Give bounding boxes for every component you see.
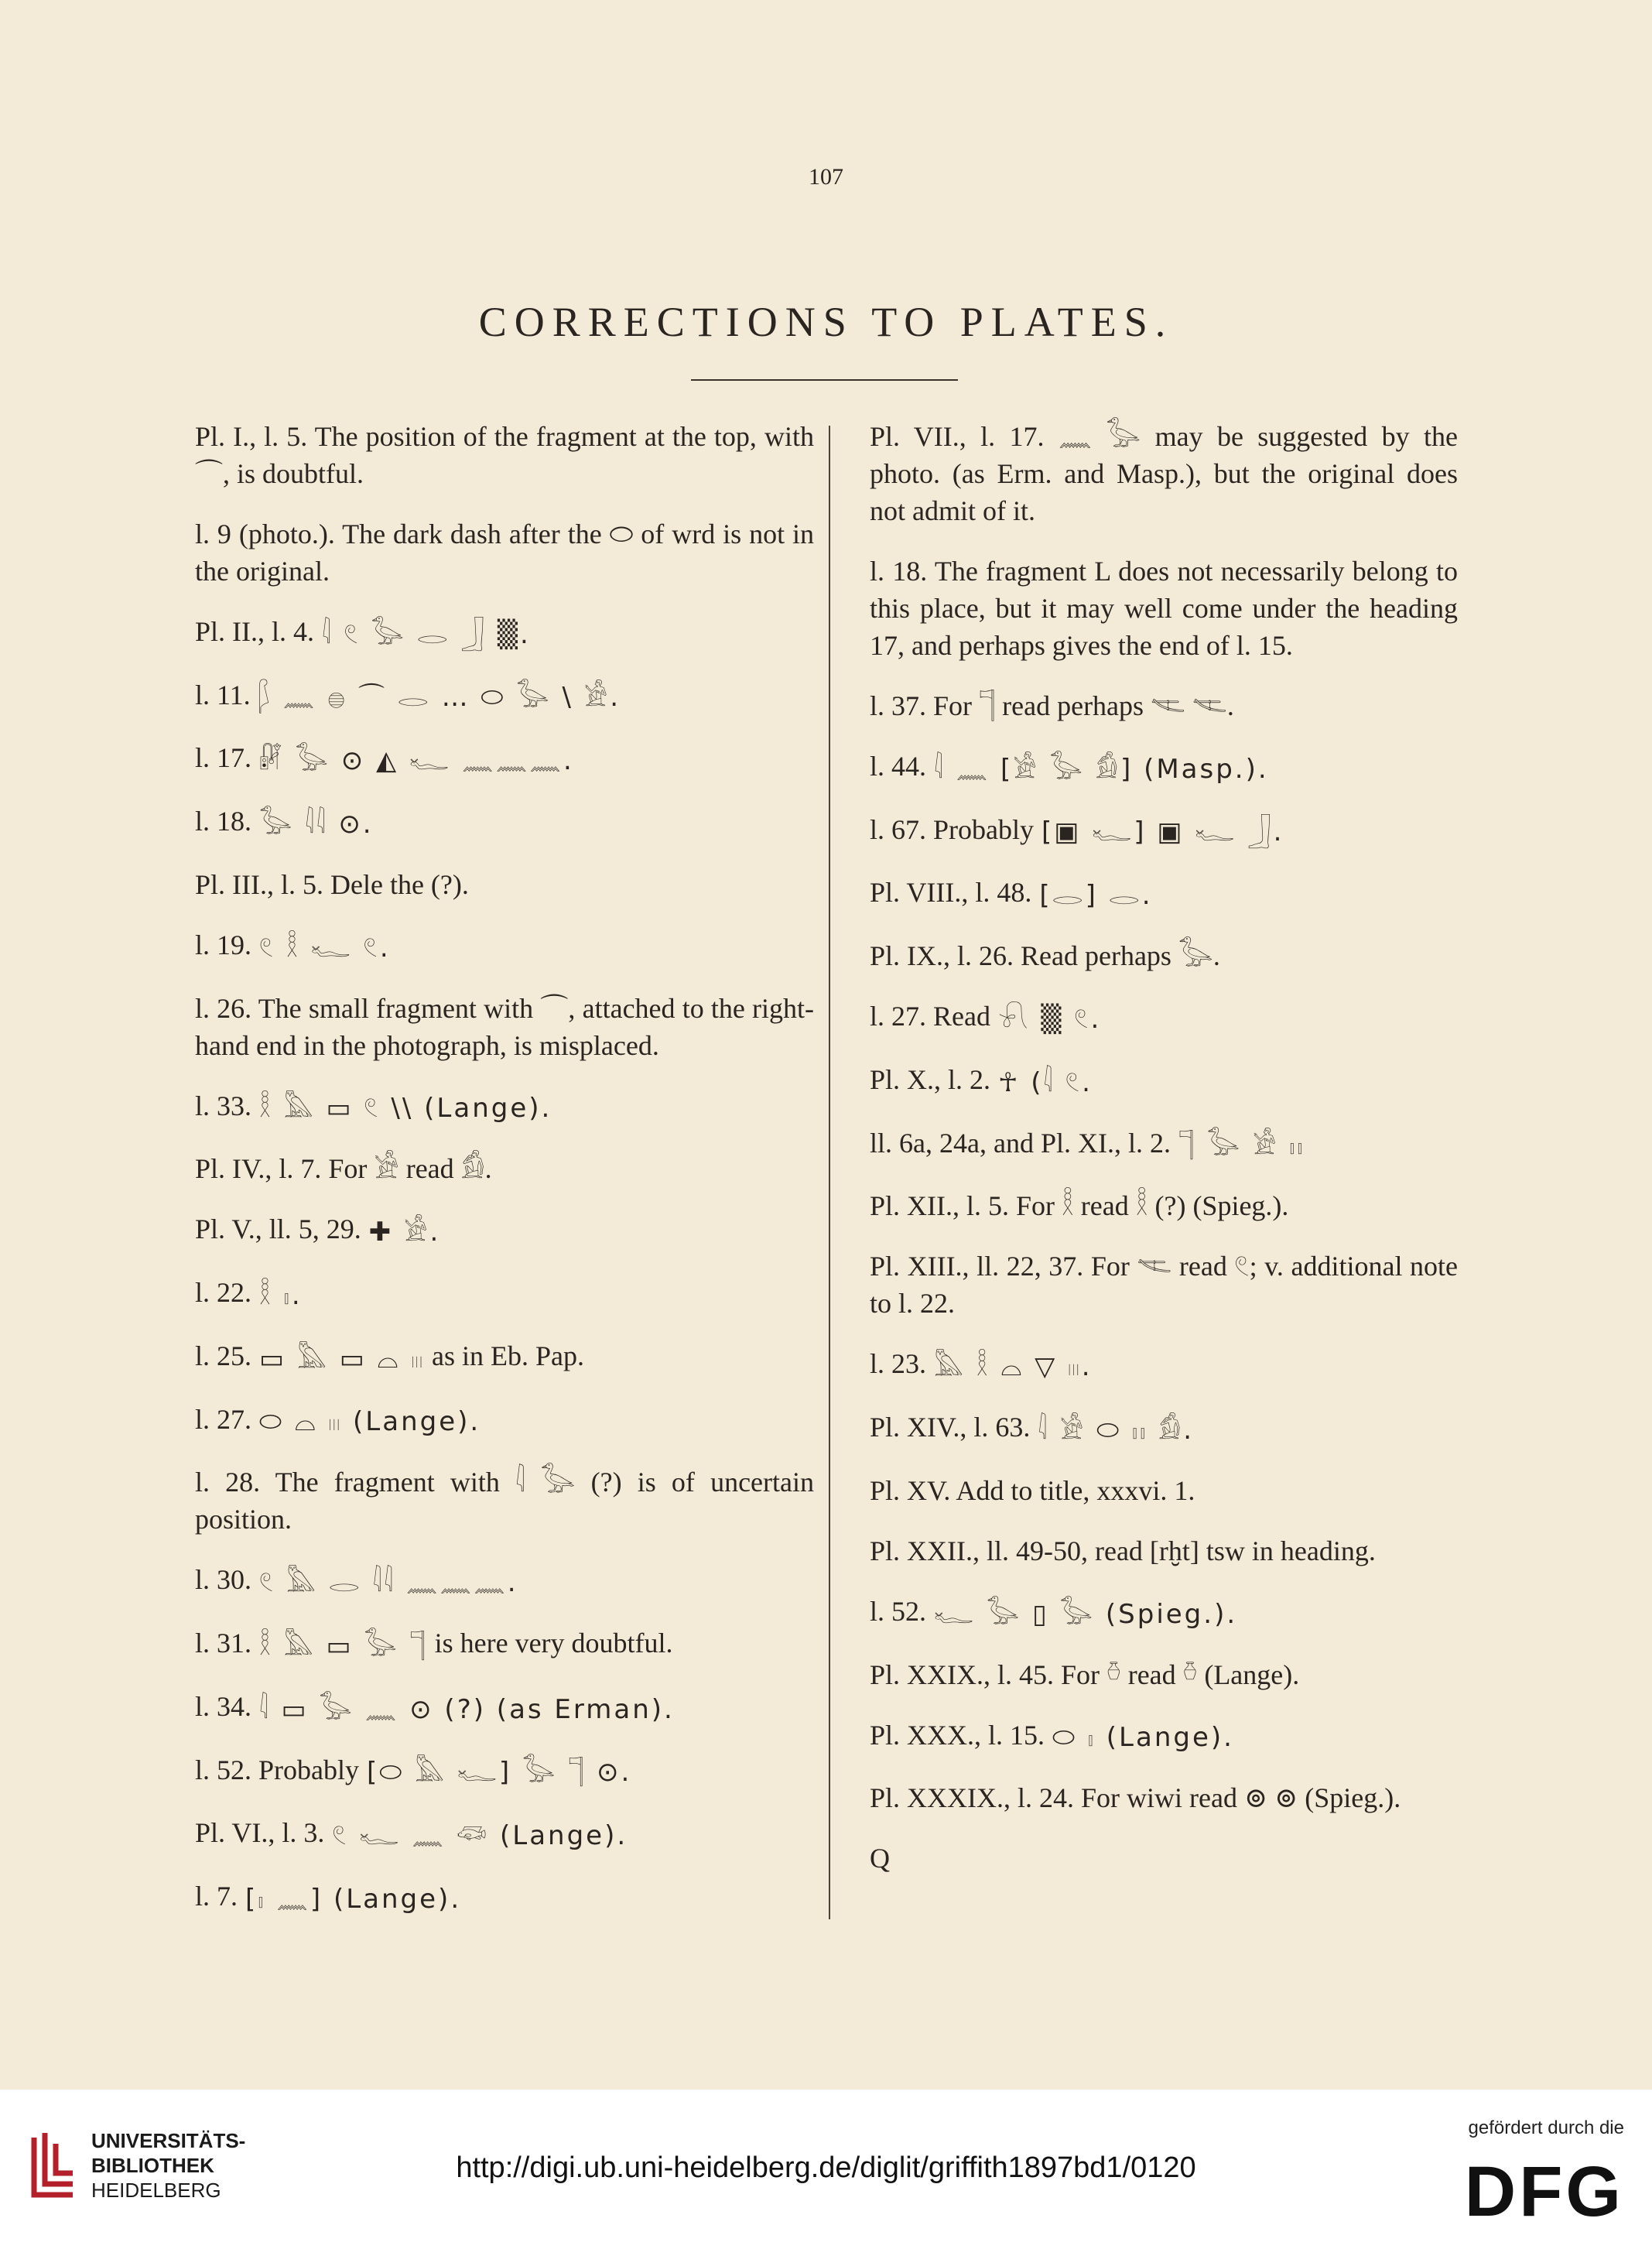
correction-entry xyxy=(195,418,814,492)
hieroglyph-group: 𓇋 𓀀 ⬭ 𓏤𓏤 𓀁. xyxy=(1038,1414,1195,1446)
correction-text: Pl. XIV., l. 63. xyxy=(870,1412,1031,1443)
correction-text: l. 19. xyxy=(195,929,252,960)
correction-text: Pl. VI., l. 3. xyxy=(195,1817,325,1849)
title-rule xyxy=(691,379,958,381)
hieroglyph-group: 𓅓 𓎛 ⌓ ▽ 𓏼. xyxy=(934,1351,1093,1383)
correction-text: l. 7. xyxy=(195,1881,238,1912)
correction-text: Pl. II., l. 4. xyxy=(195,616,315,647)
correction-entry xyxy=(870,1472,1458,1509)
hieroglyph-group: 𓎛 𓅓 ▭ 𓅭 𓊹 xyxy=(259,1630,428,1662)
correction-entry xyxy=(195,676,814,717)
correction-text: Pl. XXII., ll. 49-50, read [rḫt] tsw in heading. xyxy=(870,1535,1376,1566)
correction-text: Pl. V., ll. 5, 29. xyxy=(195,1214,361,1245)
hieroglyph-group: 𓎛 𓅓 ▭ 𓏲 \\ (Lange). xyxy=(259,1093,552,1124)
correction-text: Pl. XIII., ll. 22, 37. For 𓌻 read 𓏲; v. additional note to l. 22. xyxy=(870,1251,1458,1320)
correction-text: Pl. XV. Add to title, xxxvi. 1. xyxy=(870,1474,1195,1506)
correction-entry xyxy=(870,1345,1458,1385)
correction-text: l. 9 (photo.). The dark dash after the ⬭ of wrd is not in the original. xyxy=(195,519,814,587)
correction-entry xyxy=(195,739,814,779)
hieroglyph-group: [⬭ 𓅓 𓆑] 𓅭 𓊹 ⊙. xyxy=(367,1757,632,1789)
correction-text: l. 44. xyxy=(870,751,927,782)
correction-entry xyxy=(195,1688,814,1728)
right-column xyxy=(870,418,1458,1900)
correction-entry xyxy=(195,1561,814,1601)
correction-text: l. 52. Probably xyxy=(195,1754,359,1785)
hieroglyph-group: 𓏲 𓆑 𓈖 𓆛 (Lange). xyxy=(332,1820,628,1852)
hieroglyph-group: [𓏤 𓈖] (Lange). xyxy=(245,1883,462,1915)
correction-text: Pl. VII., l. 17. 𓈖 𓅭 may be suggested by the photo. (as Erm. and Masp.), but the original does not admit of it. xyxy=(870,421,1458,526)
correction-text: Pl. XXIX., l. 45. For 𓏊 read 𓏊 (Lange). xyxy=(870,1659,1300,1690)
correction-text: Pl. XII., l. 5. For 𓎛 read 𓎛 (?) (Spieg.). xyxy=(870,1190,1289,1222)
correction-text: l. 27. Read xyxy=(870,1001,990,1032)
page-number: 107 xyxy=(809,164,843,190)
correction-entry xyxy=(870,811,1458,851)
hieroglyph-group: [▣ 𓆑] ▣ 𓆑 𓃀. xyxy=(1041,816,1284,848)
correction-text: l. 52. xyxy=(870,1595,927,1627)
correction-text: l. 67. Probably xyxy=(870,813,1034,845)
correction-entry xyxy=(870,1248,1458,1322)
correction-text: l. 26. The small fragment with ⌒, attached to the right-hand end in the photograph, is misplaced. xyxy=(195,992,814,1061)
correction-entry xyxy=(195,926,814,967)
funding-caption: gefördert durch die xyxy=(1468,2117,1624,2138)
correction-text: Q xyxy=(870,1843,890,1874)
library-line-3: HEIDELBERG xyxy=(91,2179,221,2202)
hieroglyph-group: 𓊹 𓅭 𓀀 𓏤𓏤 xyxy=(1178,1130,1305,1162)
hieroglyph-group: 𓎛 𓏤. xyxy=(259,1279,303,1311)
correction-entry xyxy=(870,1656,1458,1693)
correction-text: l. 25. xyxy=(195,1340,252,1371)
correction-entry xyxy=(195,1337,814,1378)
correction-text: Pl. IX., l. 26. Read perhaps 𓅭. xyxy=(870,940,1220,972)
correction-entry xyxy=(870,1124,1458,1165)
correction-text: Pl. X., l. 2. xyxy=(870,1063,991,1095)
correction-text: Pl. XXX., l. 15. xyxy=(870,1719,1045,1751)
correction-text: l. 37. For 𓊹 read perhaps 𓌻 𓌻. xyxy=(870,690,1234,721)
correction-entry xyxy=(870,1779,1458,1816)
footer-bar xyxy=(0,2090,1652,2249)
hieroglyph-group: ▭ 𓅓 ▭ ⌓ 𓏼 xyxy=(259,1343,425,1374)
correction-entry xyxy=(870,1061,1458,1101)
correction-text: Pl. III., l. 5. Dele the (?). xyxy=(195,868,469,900)
correction-text: l. 18. The fragment L does not necessarily belong to this place, but it may well come under the heading 17, and perhaps gives the end of l. 15. xyxy=(870,556,1458,661)
correction-text: l. 23. xyxy=(870,1348,927,1380)
correction-entry xyxy=(870,1187,1458,1224)
hieroglyph-group: 𓆑 𓅭 ▯ 𓅭 (Spieg.). xyxy=(934,1598,1238,1630)
correction-entry xyxy=(195,1210,814,1251)
column-divider xyxy=(829,426,830,1919)
correction-text: l. 34. xyxy=(195,1690,252,1722)
correction-text: ll. 6a, 24a, and Pl. XI., l. 2. xyxy=(870,1127,1171,1159)
source-url-link[interactable]: http://digi.ub.uni-heidelberg.de/diglit/griffith1897bd1/0120 xyxy=(456,2151,1196,2184)
hieroglyph-group: 𓏲 𓎛 𓆑 𓏲. xyxy=(259,932,391,964)
correction-entry xyxy=(870,687,1458,724)
hieroglyph-group: ⬭ ⌓ 𓏼 (Lange). xyxy=(259,1406,481,1438)
hieroglyph-group: 𓇋 𓏲 𓅭 𓂋 𓃀 ▒. xyxy=(322,618,531,650)
hieroglyph-group: ☥ (𓇋 𓏲. xyxy=(998,1066,1093,1098)
correction-text: Pl. VIII., l. 48. xyxy=(870,877,1032,909)
correction-entry xyxy=(195,1274,814,1314)
correction-entry xyxy=(870,1840,1458,1877)
correction-text: l. 31. xyxy=(195,1628,252,1659)
correction-entry xyxy=(870,1532,1458,1570)
library-line-1: UNIVERSITÄTS- xyxy=(91,2129,246,2152)
correction-entry xyxy=(195,515,814,590)
hieroglyph-group: 𓇋 𓈖 [𓀀 𓅭 𓀁] (Masp.). xyxy=(934,753,1269,785)
correction-entry xyxy=(195,803,814,843)
library-line-2: BIBLIOTHEK xyxy=(91,2154,214,2177)
correction-text: Pl. XXXIX., l. 24. For wiwi read ⊚ ⊚ (Spieg.). xyxy=(870,1782,1401,1814)
hieroglyph-group: 𓆄 𓈖 𓐍 ⌒ 𓂋 … ⬭ 𓅭 \ 𓀀. xyxy=(258,682,621,714)
correction-entry xyxy=(195,990,814,1064)
correction-text: l. 22. xyxy=(195,1277,252,1309)
correction-entry xyxy=(870,1717,1458,1757)
correction-text: Pl. IV., l. 7. For 𓀀 read 𓀁. xyxy=(195,1153,492,1185)
correction-text: Pl. I., l. 5. The position of the fragment at the top, with ⌒, is doubtful. xyxy=(195,421,814,489)
correction-text: l. 18. xyxy=(195,806,252,837)
correction-entry xyxy=(870,553,1458,664)
hieroglyph-group: [𓂋] 𓂋. xyxy=(1039,880,1153,912)
correction-text: l. 17. xyxy=(195,742,252,774)
left-column xyxy=(195,418,814,1941)
correction-suffix: as in Eb. Pap. xyxy=(425,1340,584,1371)
correction-text: l. 33. xyxy=(195,1090,252,1121)
correction-entry xyxy=(195,1814,814,1854)
page-title: CORRECTIONS TO PLATES. xyxy=(478,299,1174,345)
correction-text: l. 28. The fragment with 𓇋 𓅭 (?) is of uncertain position. xyxy=(195,1467,814,1535)
correction-entry xyxy=(870,1593,1458,1633)
correction-entry xyxy=(195,613,814,653)
hieroglyph-group: ✚ 𓀀. xyxy=(368,1217,441,1248)
correction-text: l. 11. xyxy=(195,679,251,710)
correction-entry xyxy=(195,1150,814,1187)
correction-entry xyxy=(195,1087,814,1128)
correction-entry xyxy=(195,866,814,903)
correction-entry xyxy=(870,748,1458,788)
hieroglyph-group: 𓏲 𓅓 𓂋 𓇋𓇋 𓈖𓈖𓈖. xyxy=(259,1567,518,1599)
correction-entry xyxy=(870,1409,1458,1449)
hieroglyph-group: ⬭ 𓏤 (Lange). xyxy=(1052,1722,1234,1754)
correction-text: l. 27. xyxy=(195,1403,252,1435)
correction-entry xyxy=(870,937,1458,974)
correction-entry xyxy=(195,1751,814,1792)
correction-suffix: is here very doubtful. xyxy=(427,1628,673,1659)
correction-entry xyxy=(195,1463,814,1538)
hieroglyph-group: 𓏞 𓅭 ⊙ ◭ 𓆑 𓈖𓈖𓈖. xyxy=(259,745,574,777)
correction-entry xyxy=(195,1878,814,1918)
hieroglyph-group: 𓍯 ▒ 𓏲. xyxy=(997,1003,1102,1035)
hieroglyph-group: 𓅭 𓇋𓇋 ⊙. xyxy=(259,808,374,840)
correction-text: l. 30. xyxy=(195,1564,252,1596)
correction-entry xyxy=(195,1401,814,1441)
hieroglyph-group: 𓇋 ▭ 𓅭 𓈖 ⊙ (?) (as Erman). xyxy=(259,1693,675,1725)
correction-entry xyxy=(195,1624,814,1665)
correction-entry xyxy=(870,418,1458,529)
dfg-logo: DFG xyxy=(1464,2152,1624,2231)
correction-entry xyxy=(870,998,1458,1038)
correction-entry xyxy=(870,874,1458,914)
